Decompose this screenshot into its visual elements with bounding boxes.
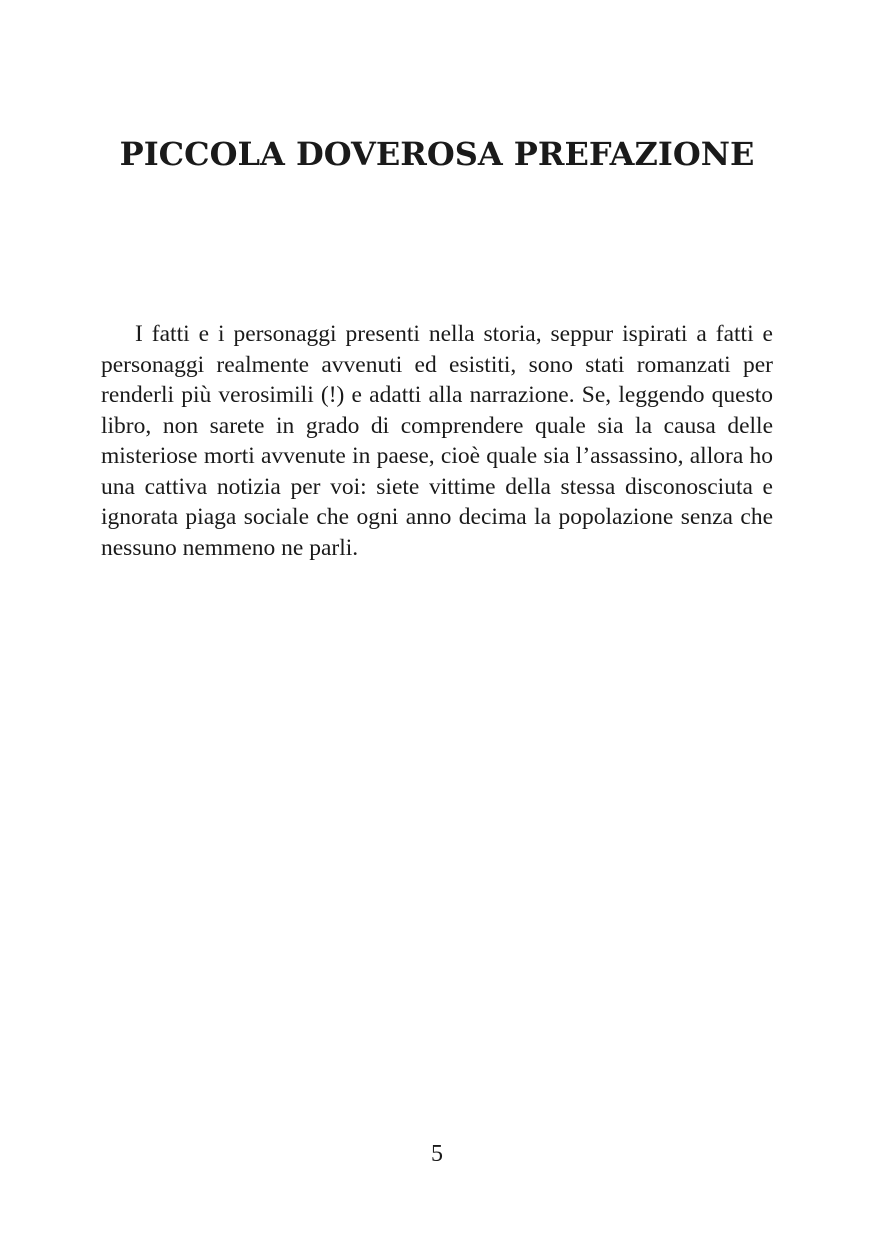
preface-paragraph: I fatti e i personaggi presenti nella storia, seppur ispirati a fatti e personaggi realmente avvenuti ed esistiti, sono stati romanzati per renderli più verosimili (!) e adatti alla narrazione. Se, leggendo questo libro, non sarete in grado di comprendere quale sia la causa delle misteriose morti avvenute in paese, cioè quale sia l’assassino, allora ho una cattiva notizia per voi: siete vittime della stessa disconosciuta e ignorata piaga sociale che ogni anno decima la popolazione senza che nessuno nemmeno ne parli. bbox=[101, 321, 773, 561]
preface-body bbox=[101, 319, 773, 563]
page-title: PICCOLA DOVEROSA PREFAZIONE bbox=[119, 135, 755, 173]
page-number: 5 bbox=[431, 1141, 443, 1167]
